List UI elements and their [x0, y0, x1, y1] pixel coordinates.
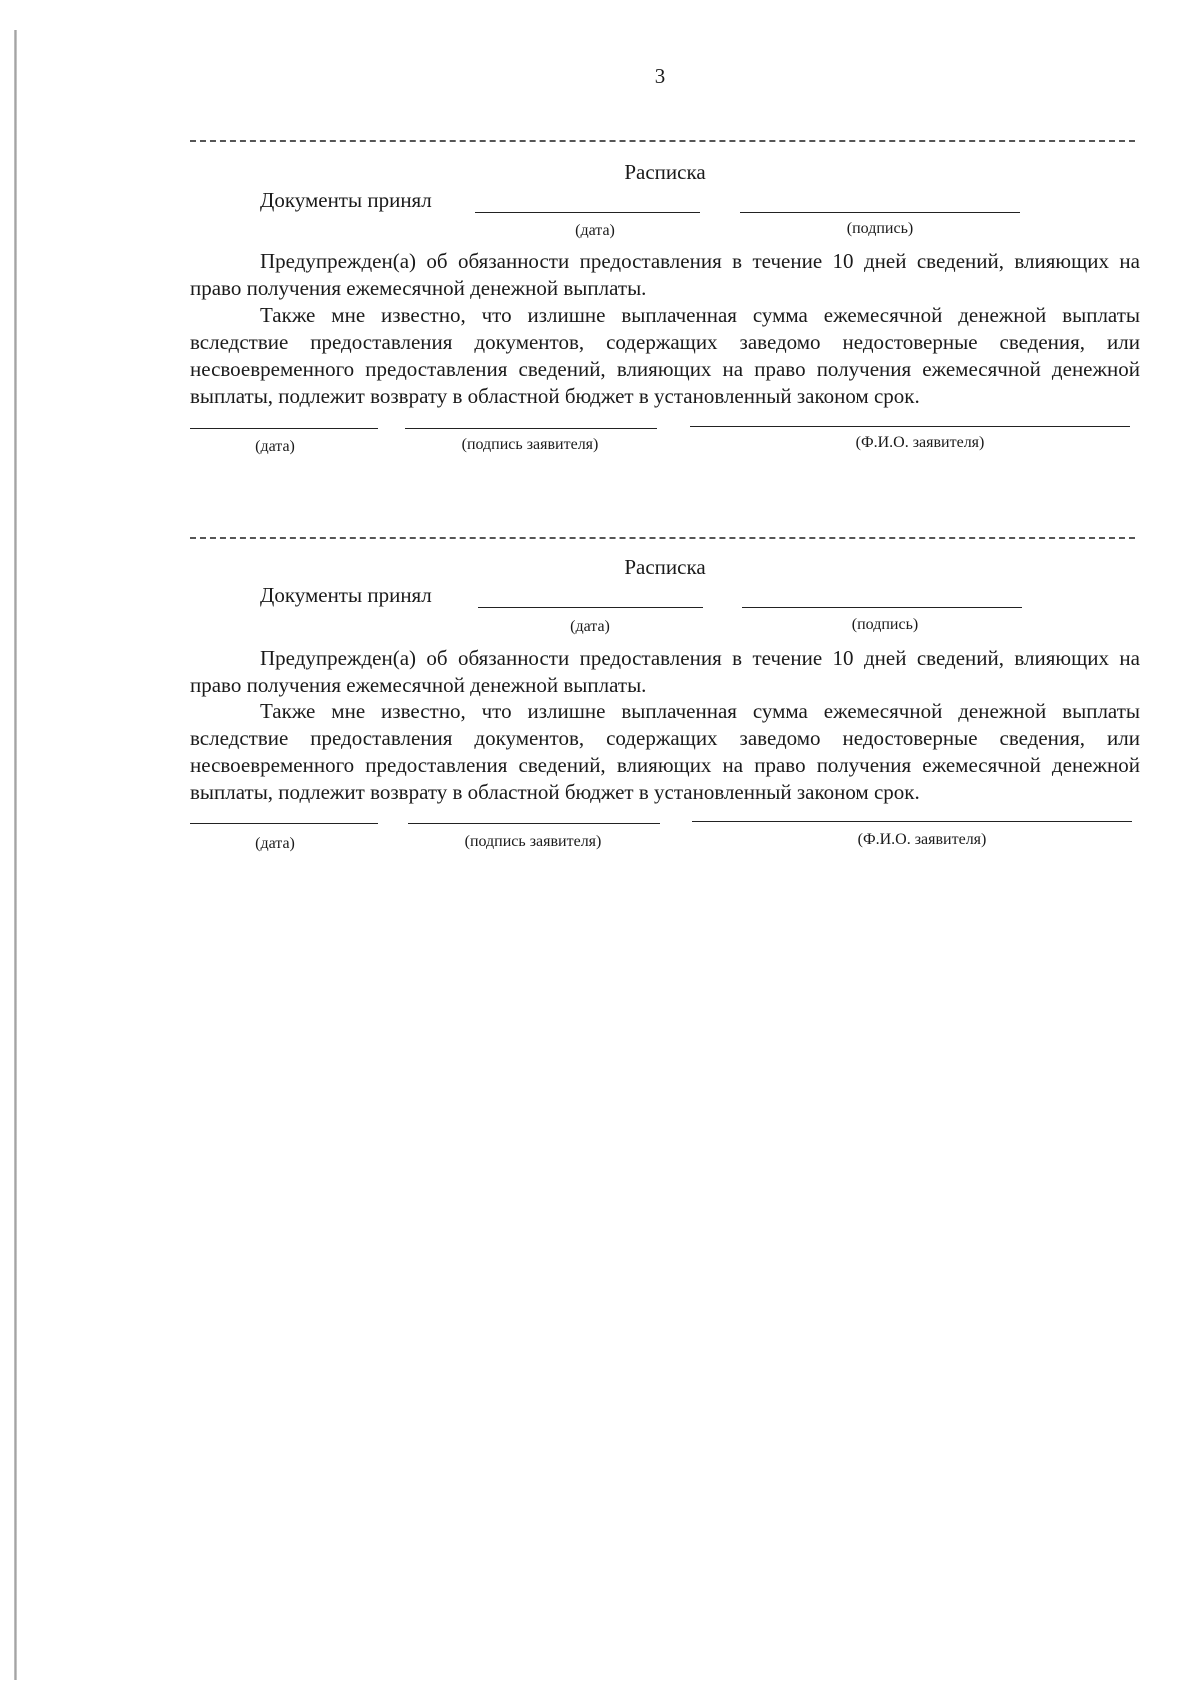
applicant-date-line	[190, 428, 378, 429]
liability-paragraph: Также мне известно, что излишне выплаченная сумма ежемесячной денежной выплаты вследствие предоставления документов, содержащих заведомо недостоверные сведения, или несвоевременного предоставления сведений, влияющих на право получения ежемесячной денежной выплаты, подлежит возврату в областной бюджет в установленный законом срок.	[190, 699, 1140, 804]
accepted-signature-caption: (подпись)	[851, 616, 919, 633]
cut-line-top	[190, 140, 1135, 142]
accepted-date-caption: (дата)	[575, 222, 615, 239]
scan-edge	[14, 30, 17, 1680]
applicant-date-caption: (дата)	[255, 438, 295, 455]
warning-paragraph: Предупрежден(а) об обязанности предоставления в течение 10 дней сведений, влияющих на право получения ежемесячной денежной выплаты.	[190, 646, 1140, 697]
applicant-date-caption: (дата)	[255, 835, 295, 852]
accepted-signature-line	[740, 190, 1020, 213]
applicant-signature-caption: (подпись заявителя)	[464, 833, 602, 850]
applicant-signature-line	[408, 823, 660, 824]
applicant-name-line	[690, 426, 1130, 427]
applicant-name-caption: (Ф.И.О. заявителя)	[857, 831, 987, 848]
cut-line-middle	[190, 537, 1135, 539]
accepted-date-line	[475, 190, 700, 213]
page-number: 3	[654, 64, 666, 88]
accepted-date-line	[478, 585, 703, 608]
applicant-name-caption: (Ф.И.О. заявителя)	[855, 434, 985, 451]
applicant-signature-caption: (подпись заявителя)	[461, 436, 599, 453]
documents-accepted-label: Документы принял	[260, 188, 432, 212]
accepted-date-caption: (дата)	[570, 618, 610, 635]
accepted-signature-caption: (подпись)	[846, 220, 914, 237]
accepted-signature-line	[742, 585, 1022, 608]
applicant-name-line	[692, 821, 1132, 822]
applicant-signature-line	[405, 428, 657, 429]
applicant-date-line	[190, 823, 378, 824]
warning-paragraph: Предупрежден(а) об обязанности предоставления в течение 10 дней сведений, влияющих на право получения ежемесячной денежной выплаты.	[190, 249, 1140, 300]
receipt-title: Расписка	[624, 160, 706, 184]
documents-accepted-label: Документы принял	[260, 583, 432, 607]
liability-paragraph: Также мне известно, что излишне выплаченная сумма ежемесячной денежной выплаты вследствие предоставления документов, содержащих заведомо недостоверные сведения, или несвоевременного предоставления сведений, влияющих на право получения ежемесячной денежной выплаты, подлежит возврату в областной бюджет в установленный законом срок.	[190, 303, 1140, 408]
receipt-title: Расписка	[624, 555, 706, 579]
